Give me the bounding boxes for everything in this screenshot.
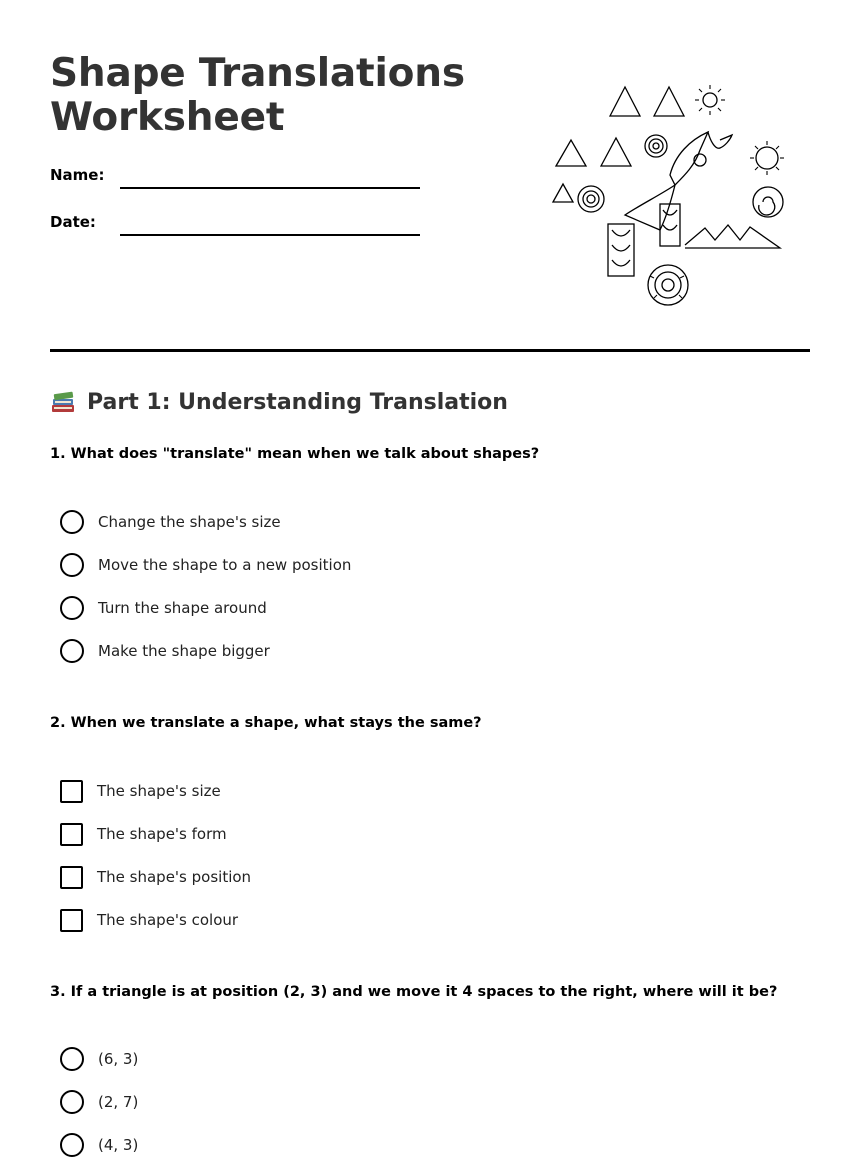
radio-button[interactable] [60,553,84,577]
q2-option-4[interactable] [60,907,238,933]
q1-option-3[interactable] [60,595,267,621]
q1-option-2[interactable] [60,552,351,578]
radio-button[interactable] [60,510,84,534]
q1-option-1[interactable] [60,509,281,535]
section-divider [50,349,810,352]
q2-option-2[interactable] [60,821,227,847]
option-label: (4, 3) [98,1136,139,1154]
checkbox[interactable] [60,823,83,846]
part1-title: Part 1: Understanding Translation [87,389,508,415]
question-3: 3. If a triangle is at position (2, 3) and we move it 4 spaces to the right, where will it be? [50,984,778,1000]
option-label: Turn the shape around [98,599,267,617]
q3-option-2[interactable] [60,1089,138,1115]
date-field-line[interactable] [120,234,420,236]
q3-option-1[interactable] [60,1046,138,1072]
option-label: The shape's size [97,782,221,800]
question-2: 2. When we translate a shape, what stays the same? [50,715,482,731]
books-icon [50,389,76,415]
checkbox[interactable] [60,866,83,889]
q1-option-4[interactable] [60,638,270,664]
q2-option-1[interactable] [60,778,221,804]
option-label: Move the shape to a new position [98,556,352,574]
option-label: The shape's colour [97,911,239,929]
question-1: 1. What does "translate" mean when we talk about shapes? [50,446,540,462]
date-label: Date: [50,213,96,231]
part1-heading [50,389,508,415]
radio-button[interactable] [60,639,84,663]
radio-button[interactable] [60,1133,84,1157]
checkbox[interactable] [60,780,83,803]
q3-option-3[interactable] [60,1132,138,1158]
worksheet-title [50,52,465,140]
title-line-1: Shape Translations [50,51,465,96]
option-label: Make the shape bigger [98,642,270,660]
option-label: The shape's form [97,825,227,843]
option-label: The shape's position [97,868,252,886]
q2-option-3[interactable] [60,864,251,890]
option-label: (6, 3) [98,1050,139,1068]
option-label: Change the shape's size [98,513,281,531]
checkbox[interactable] [60,909,83,932]
radio-button[interactable] [60,596,84,620]
maori-pattern-shapes-illustration [550,80,790,310]
radio-button[interactable] [60,1047,84,1071]
option-label: (2, 7) [98,1093,139,1111]
name-label: Name: [50,166,105,184]
title-line-2: Worksheet [50,95,285,140]
radio-button[interactable] [60,1090,84,1114]
name-field-line[interactable] [120,187,420,189]
